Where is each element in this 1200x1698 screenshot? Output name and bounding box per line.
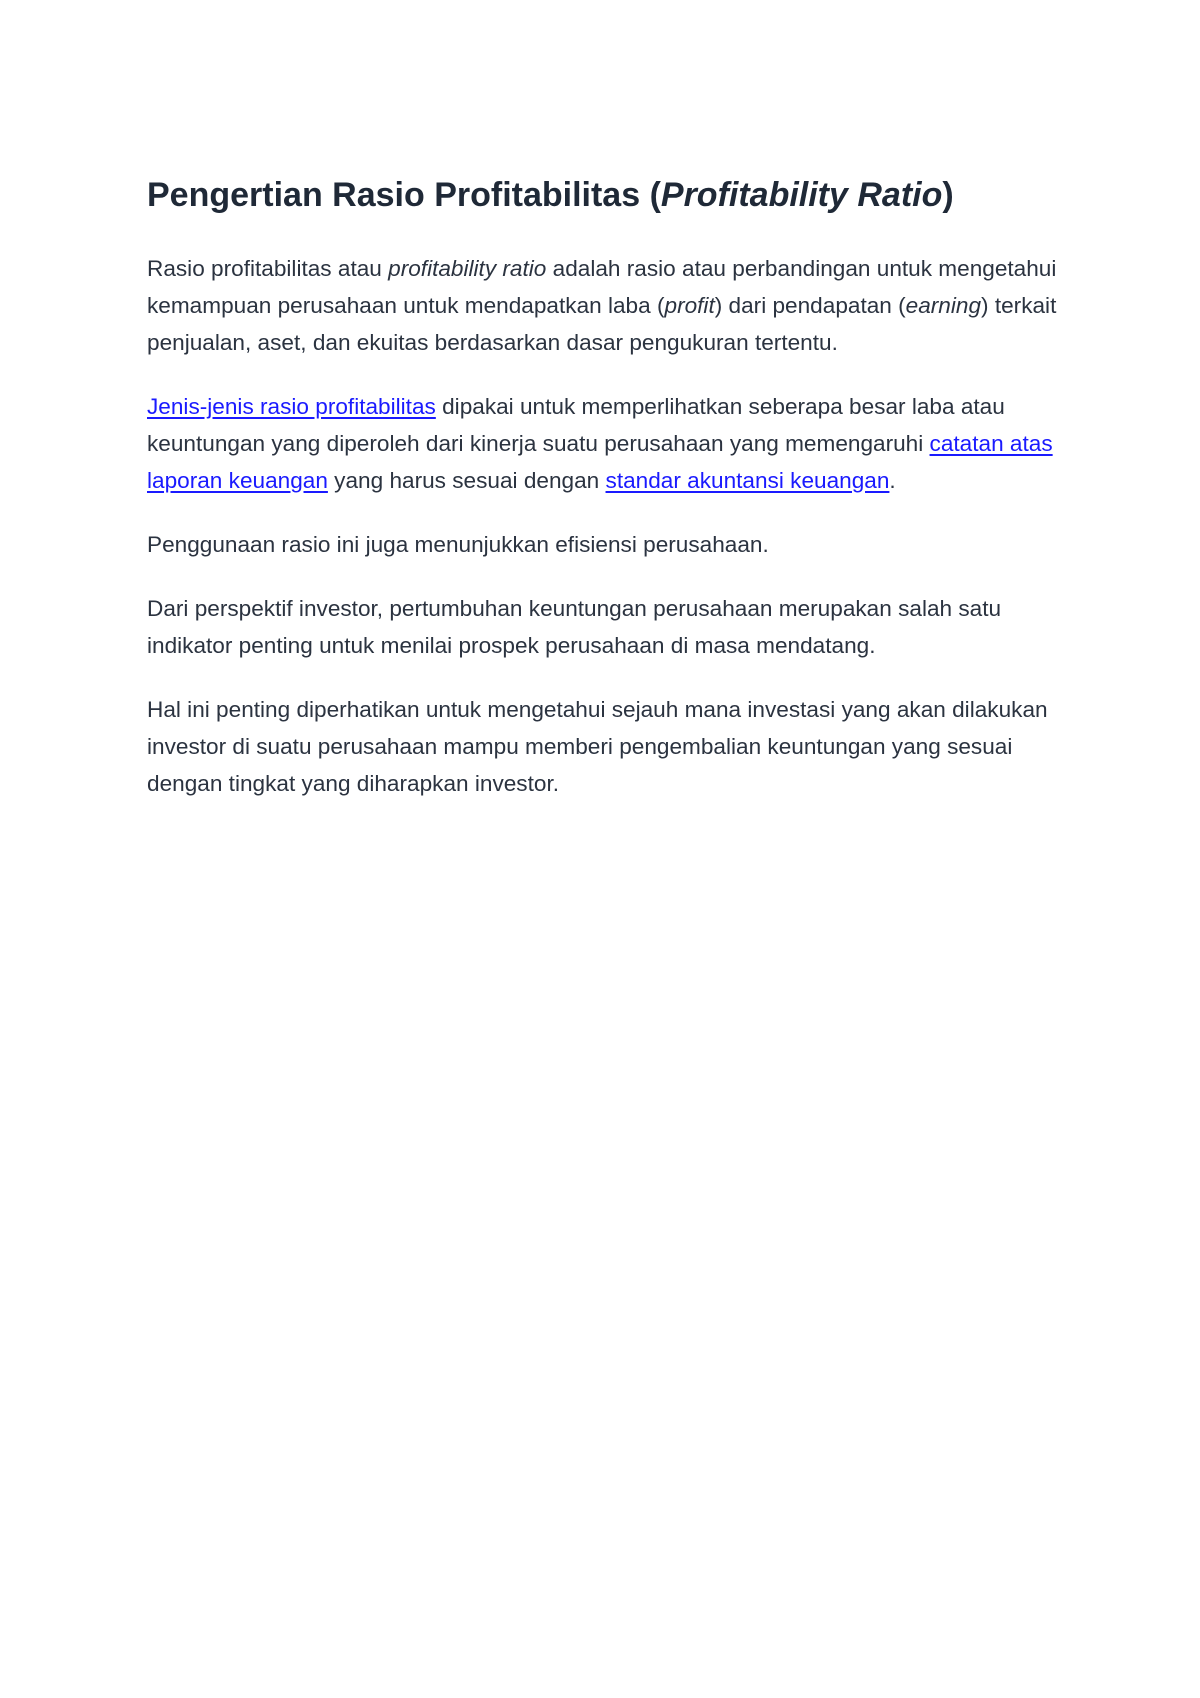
title-text-start: Pengertian Rasio Profitabilitas ( [147,176,661,214]
paragraph-types [147,388,1087,499]
p1-text-1: Rasio profitabilitas atau [147,256,389,281]
article-body [147,170,1087,829]
p1-text-3: ) dari pendapatan ( [714,293,906,318]
title-text-end: ) [942,176,954,214]
p1-italic-term-3: earning [905,293,982,318]
p2-text-1: dipakai untuk memperlihatkan seberapa besar laba atau keuntungan yang diperoleh dari kinerja suatu perusahaan yang memengaruhi [147,394,1005,456]
link-catatan-laporan[interactable]: catatan atas laporan keuangan [147,431,1053,493]
link-jenis-rasio[interactable]: Jenis-jenis rasio profitabilitas [147,394,436,419]
p2-text-2: yang harus sesuai dengan [327,468,606,493]
paragraph-definition [147,250,1087,361]
paragraph-importance: Hal ini penting diperhatikan untuk mengetahui sejauh mana investasi yang akan dilakukan investor di suatu perusahaan mampu memberi pengembalian keuntungan yang sesuai dengan tingkat yang diharapkan investor. [147,697,1048,796]
title-italic-term: Profitability Ratio [660,176,943,214]
p1-text-2: adalah rasio atau perbandingan untuk mengetahui kemampuan perusahaan untuk mendapatkan laba ( [147,256,1057,318]
p1-italic-term-2: profit [664,293,715,318]
p2-text-3: . [889,468,896,493]
paragraph-efficiency: Penggunaan rasio ini juga menunjukkan efisiensi perusahaan. [147,532,769,557]
p1-text-4: ) terkait penjualan, aset, dan ekuitas berdasarkan dasar pengukuran tertentu. [147,293,1057,355]
p1-italic-term-1: profitability ratio [388,256,547,281]
article-title [147,170,1087,220]
link-standar-akuntansi[interactable]: standar akuntansi keuangan [605,468,890,493]
paragraph-investor-perspective: Dari perspektif investor, pertumbuhan keuntungan perusahaan merupakan salah satu indikator penting untuk menilai prospek perusahaan di masa mendatang. [147,596,1002,658]
